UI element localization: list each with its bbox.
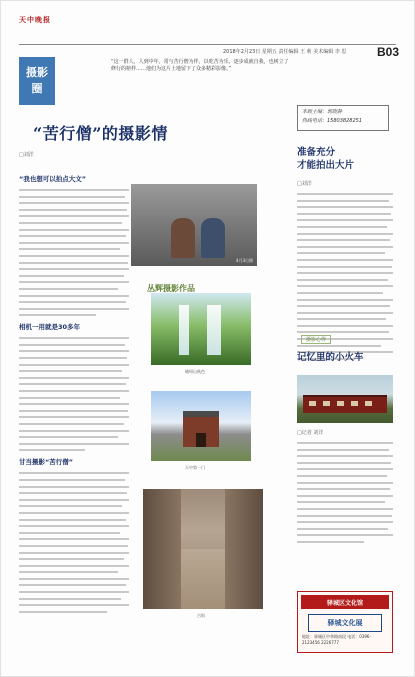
portrait-photo [131, 184, 257, 266]
waterfall [207, 305, 221, 355]
right-body-text-2 [297, 442, 393, 543]
train [303, 395, 387, 413]
section-badge [19, 57, 55, 105]
right-headline-1b: 才能拍出大片 [297, 160, 355, 171]
building-right [225, 489, 263, 609]
ad-address: 地址：驿城区中华路南段 电话：0396-2123456 2226777 [302, 634, 371, 645]
right-column-2 [297, 429, 393, 548]
waterfall [179, 305, 189, 355]
subhead-2: 相机一用就是30多年 [19, 323, 81, 332]
body-text-3 [19, 472, 129, 612]
editor-line: 本版主编：郭晓静 [302, 109, 343, 115]
page-number: B03 [377, 45, 400, 59]
right-byline-1: □刘洋 [297, 181, 312, 187]
right-headline-1: 准备充分 [297, 147, 336, 158]
advertisement [297, 591, 393, 653]
waterfall-photo [151, 293, 251, 365]
street [181, 549, 225, 609]
masthead: 天中晚报 [19, 16, 51, 24]
section-subtitle: 圈 [31, 82, 43, 95]
gate-photo [151, 391, 251, 461]
photo-caption-2: 天中第一门 [185, 465, 205, 470]
gallery-header: 丛辉摄影作品 [147, 284, 195, 293]
ad-title: 驿城区文化馆 [301, 595, 389, 609]
right-column [297, 146, 393, 364]
building-left [143, 489, 181, 609]
subhead-1: “我也想可以拍点大文” [19, 175, 87, 183]
temple-gate [183, 411, 219, 447]
section-tag: 摄影心得 [301, 335, 331, 344]
main-byline: □刘洋 [19, 152, 34, 158]
dateline: 2018年2月23日 星期五 责任编辑 王 莉 美术编辑 李 思 [223, 49, 347, 55]
body-text-1 [19, 189, 129, 316]
right-headline-2: 记忆里的小火车 [297, 352, 364, 363]
section-title: 摄影 [26, 66, 48, 79]
editor-box [297, 105, 389, 131]
photo-caption: 4月3日摄 [235, 258, 253, 263]
body-text-2 [19, 337, 129, 451]
right-byline-2: □记者 刘洋 [297, 430, 324, 436]
subhead-3: 甘当摄影“苦行僧” [19, 458, 74, 467]
person-figure [201, 218, 225, 258]
hotline-line: 热线电话：15803828251 [302, 118, 362, 124]
main-column [19, 151, 129, 617]
photo-caption-1: 嵖岈山秋色 [185, 369, 205, 374]
header-rule [19, 44, 396, 45]
person-figure [171, 218, 195, 258]
train-photo [297, 375, 393, 423]
photo-caption-3: 古街 [197, 613, 205, 618]
ad-slogan: 驿城文化展 [308, 614, 382, 632]
main-headline: “苦行僧”的摄影情 [33, 124, 168, 143]
old-street-photo [143, 489, 263, 609]
intro-text: “这一群人，人到中年，常与苦行僧为伴，以吃苦为乐，逐步成就自我，也树立了修行的榜样……他们为这片土地留下了众多精彩影像。” [111, 59, 289, 72]
